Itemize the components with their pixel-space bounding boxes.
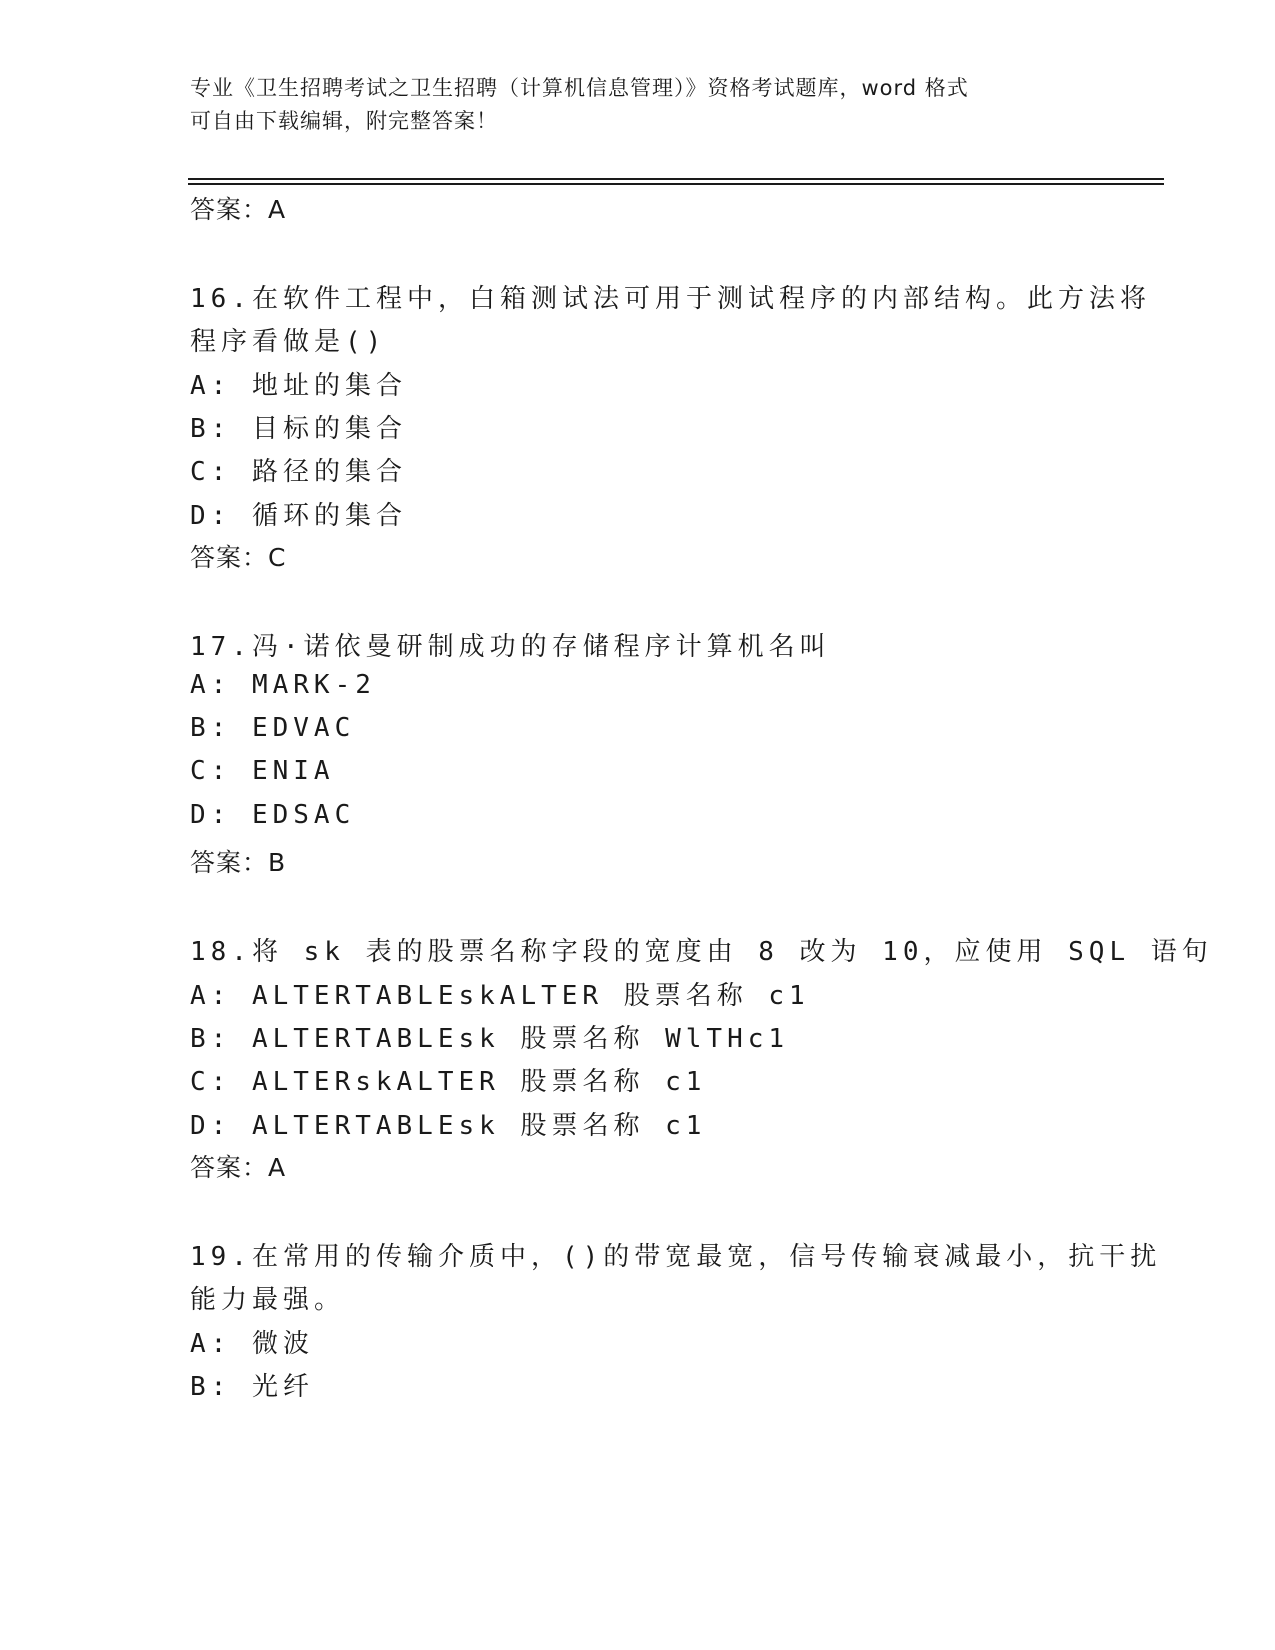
question-18-option-c: C: ALTERskALTER 股票名称 c1	[190, 1067, 707, 1097]
question-17-answer: 答案：B	[190, 848, 287, 877]
question-19-stem-line-1: 19.在常用的传输介质中，()的带宽最宽，信号传输衰减最小，抗干扰	[190, 1242, 1162, 1272]
question-18-option-a: A: ALTERTABLEskALTER 股票名称 c1	[190, 981, 810, 1011]
question-17-option-a: A: MARK-2	[190, 670, 376, 700]
question-16-stem-line-2: 程序看做是()	[190, 327, 387, 357]
question-18-answer: 答案：A	[190, 1153, 287, 1182]
question-16-stem-line-1: 16.在软件工程中，白箱测试法可用于测试程序的内部结构。此方法将	[190, 284, 1151, 314]
question-16-option-a: A: 地址的集合	[190, 371, 407, 401]
question-18-stem-line-1: 18.将 sk 表的股票名称字段的宽度由 8 改为 10，应使用 SQL 语句	[190, 937, 1213, 967]
header-line-2: 可自由下载编辑，附完整答案！	[190, 109, 498, 133]
question-17-option-b: B: EDVAC	[190, 713, 356, 743]
question-16-answer: 答案：C	[190, 543, 287, 572]
question-17-stem-line-1: 17.冯·诺依曼研制成功的存储程序计算机名叫	[190, 632, 831, 662]
header-divider-bottom	[188, 183, 1164, 185]
question-17-option-c: C: ENIA	[190, 756, 335, 786]
header-divider-top	[188, 178, 1164, 180]
question-16-option-c: C: 路径的集合	[190, 457, 407, 487]
question-17-option-d: D: EDSAC	[190, 800, 356, 830]
question-19-option-a: A: 微波	[190, 1329, 314, 1359]
question-16-option-b: B: 目标的集合	[190, 414, 407, 444]
answer-previous: 答案：A	[190, 195, 287, 224]
document-header	[190, 72, 1090, 138]
question-19-option-b: B: 光纤	[190, 1372, 314, 1402]
question-19-stem-line-2: 能力最强。	[190, 1285, 346, 1315]
header-line-1: 专业《卫生招聘考试之卫生招聘（计算机信息管理）》资格考试题库，word 格式	[190, 76, 969, 100]
question-18-option-d: D: ALTERTABLEsk 股票名称 c1	[190, 1111, 707, 1141]
question-18-option-b: B: ALTERTABLEsk 股票名称 WlTHc1	[190, 1024, 790, 1054]
question-16-option-d: D: 循环的集合	[190, 501, 407, 531]
